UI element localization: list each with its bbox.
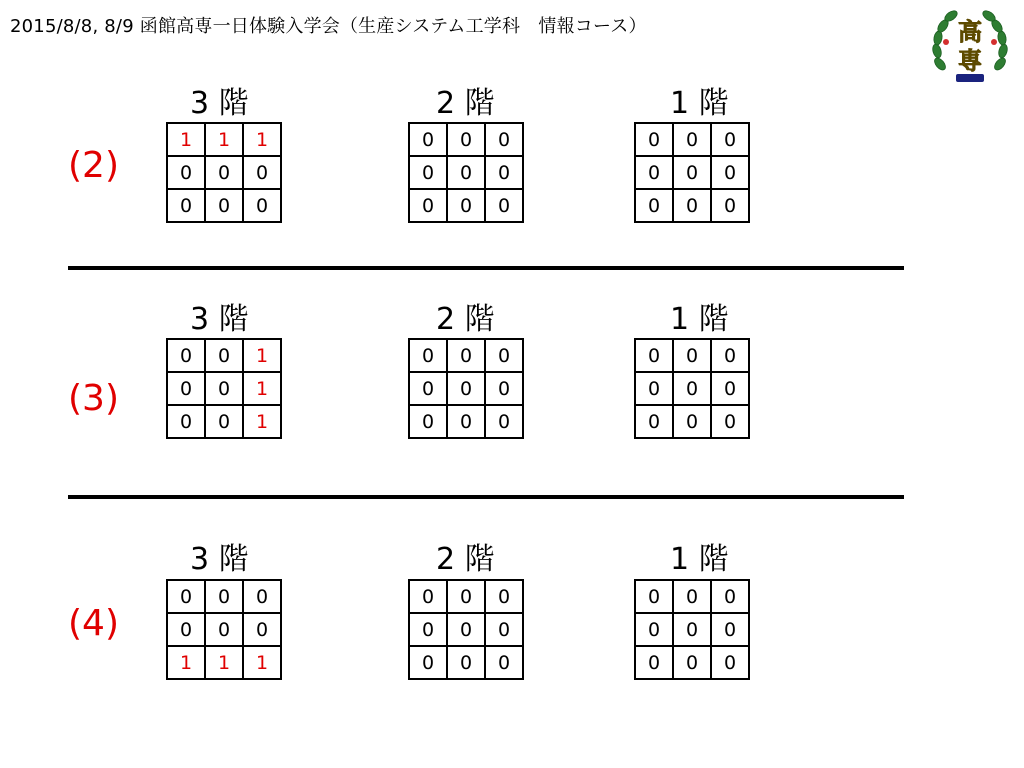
grid-row bbox=[409, 339, 523, 372]
grid-cell: 0 bbox=[485, 189, 523, 222]
floor-title-1: 1 階 bbox=[670, 302, 729, 337]
grid-row bbox=[635, 646, 749, 679]
grid-row bbox=[167, 339, 281, 372]
floor-1-grid bbox=[634, 579, 750, 680]
grid-cell: 0 bbox=[711, 405, 749, 438]
grid-row bbox=[409, 156, 523, 189]
grid-cell: 0 bbox=[205, 156, 243, 189]
grid-cell: 0 bbox=[205, 580, 243, 613]
grid-row bbox=[635, 339, 749, 372]
grid-cell: 0 bbox=[409, 372, 447, 405]
grid-cell: 0 bbox=[711, 580, 749, 613]
grid-cell: 0 bbox=[711, 339, 749, 372]
floor-3-grid bbox=[166, 579, 282, 680]
grid-cell: 1 bbox=[243, 339, 281, 372]
grid-cell: 0 bbox=[673, 646, 711, 679]
grid-row bbox=[409, 646, 523, 679]
grid-cell: 0 bbox=[447, 372, 485, 405]
floor-title-2: 2 階 bbox=[436, 542, 495, 577]
svg-text:専: 専 bbox=[958, 47, 982, 75]
grid-cell: 0 bbox=[635, 580, 673, 613]
grid-row bbox=[409, 613, 523, 646]
section-divider bbox=[68, 495, 904, 499]
grid-cell: 0 bbox=[635, 156, 673, 189]
grid-row bbox=[167, 372, 281, 405]
grid-cell: 0 bbox=[409, 156, 447, 189]
grid-cell: 0 bbox=[205, 405, 243, 438]
grid-cell: 0 bbox=[167, 339, 205, 372]
grid-cell: 0 bbox=[673, 372, 711, 405]
grid-row bbox=[167, 580, 281, 613]
floor-1-grid bbox=[634, 338, 750, 439]
grid-cell: 0 bbox=[673, 189, 711, 222]
floor-title-3: 3 階 bbox=[190, 302, 249, 337]
floor-title-3: 3 階 bbox=[190, 542, 249, 577]
grid-cell: 0 bbox=[447, 405, 485, 438]
floor-3-grid bbox=[166, 122, 282, 223]
grid-cell: 0 bbox=[409, 189, 447, 222]
grid-cell: 1 bbox=[167, 646, 205, 679]
grid-cell: 0 bbox=[243, 580, 281, 613]
grid-row bbox=[167, 123, 281, 156]
section-label: (3) bbox=[68, 378, 119, 419]
page-title: 2015/8/8, 8/9 函館高専一日体験入学会（生産システム工学科 情報コース） bbox=[10, 16, 647, 37]
grid-cell: 0 bbox=[409, 123, 447, 156]
grid-cell: 0 bbox=[167, 189, 205, 222]
grid-row bbox=[409, 405, 523, 438]
grid-row bbox=[635, 613, 749, 646]
grid-cell: 0 bbox=[711, 646, 749, 679]
grid-cell: 0 bbox=[485, 580, 523, 613]
grid-cell: 0 bbox=[447, 613, 485, 646]
grid-cell: 0 bbox=[711, 372, 749, 405]
grid-cell: 1 bbox=[243, 646, 281, 679]
grid-cell: 0 bbox=[711, 189, 749, 222]
grid-cell: 0 bbox=[205, 189, 243, 222]
grid-cell: 0 bbox=[447, 646, 485, 679]
floor-2-grid bbox=[408, 122, 524, 223]
grid-cell: 0 bbox=[409, 580, 447, 613]
grid-cell: 0 bbox=[673, 123, 711, 156]
grid-cell: 0 bbox=[167, 580, 205, 613]
grid-row bbox=[167, 405, 281, 438]
grid-cell: 0 bbox=[409, 405, 447, 438]
grid-cell: 1 bbox=[205, 646, 243, 679]
grid-cell: 0 bbox=[447, 189, 485, 222]
grid-cell: 0 bbox=[485, 405, 523, 438]
grid-cell: 0 bbox=[167, 156, 205, 189]
floor-2-grid bbox=[408, 338, 524, 439]
svg-text:高: 高 bbox=[958, 18, 982, 46]
school-emblem-logo bbox=[932, 6, 1008, 84]
grid-cell: 0 bbox=[635, 613, 673, 646]
section-divider bbox=[68, 266, 904, 270]
floor-title-2: 2 階 bbox=[436, 86, 495, 121]
grid-cell: 0 bbox=[485, 613, 523, 646]
grid-row bbox=[635, 372, 749, 405]
grid-cell: 0 bbox=[447, 123, 485, 156]
grid-cell: 0 bbox=[485, 123, 523, 156]
floor-title-2: 2 階 bbox=[436, 302, 495, 337]
grid-row bbox=[635, 580, 749, 613]
floor-3-grid bbox=[166, 338, 282, 439]
grid-cell: 0 bbox=[409, 646, 447, 679]
grid-cell: 0 bbox=[635, 339, 673, 372]
grid-cell: 0 bbox=[167, 613, 205, 646]
grid-cell: 0 bbox=[167, 405, 205, 438]
grid-cell: 0 bbox=[447, 156, 485, 189]
grid-cell: 0 bbox=[205, 372, 243, 405]
grid-cell: 0 bbox=[673, 580, 711, 613]
grid-row bbox=[635, 156, 749, 189]
grid-row bbox=[167, 189, 281, 222]
floor-1-grid bbox=[634, 122, 750, 223]
grid-row bbox=[635, 189, 749, 222]
grid-cell: 0 bbox=[167, 372, 205, 405]
grid-row bbox=[409, 372, 523, 405]
grid-row bbox=[167, 646, 281, 679]
grid-cell: 0 bbox=[409, 339, 447, 372]
floor-title-1: 1 階 bbox=[670, 542, 729, 577]
grid-row bbox=[409, 123, 523, 156]
grid-cell: 0 bbox=[447, 580, 485, 613]
grid-cell: 0 bbox=[243, 613, 281, 646]
grid-row bbox=[167, 156, 281, 189]
grid-cell: 0 bbox=[635, 405, 673, 438]
grid-cell: 1 bbox=[243, 123, 281, 156]
grid-cell: 0 bbox=[673, 156, 711, 189]
grid-cell: 1 bbox=[167, 123, 205, 156]
grid-cell: 0 bbox=[243, 156, 281, 189]
grid-cell: 0 bbox=[409, 613, 447, 646]
grid-cell: 0 bbox=[635, 189, 673, 222]
floor-title-1: 1 階 bbox=[670, 86, 729, 121]
grid-cell: 0 bbox=[635, 372, 673, 405]
grid-cell: 0 bbox=[711, 156, 749, 189]
grid-cell: 1 bbox=[243, 405, 281, 438]
grid-cell: 0 bbox=[485, 646, 523, 679]
grid-cell: 0 bbox=[673, 339, 711, 372]
grid-row bbox=[409, 189, 523, 222]
grid-cell: 0 bbox=[485, 372, 523, 405]
grid-cell: 0 bbox=[711, 613, 749, 646]
floor-title-3: 3 階 bbox=[190, 86, 249, 121]
grid-cell: 1 bbox=[243, 372, 281, 405]
grid-cell: 1 bbox=[205, 123, 243, 156]
floor-2-grid bbox=[408, 579, 524, 680]
grid-cell: 0 bbox=[635, 646, 673, 679]
grid-cell: 0 bbox=[673, 613, 711, 646]
grid-cell: 0 bbox=[485, 156, 523, 189]
grid-cell: 0 bbox=[205, 339, 243, 372]
grid-cell: 0 bbox=[711, 123, 749, 156]
grid-cell: 0 bbox=[485, 339, 523, 372]
grid-row bbox=[409, 580, 523, 613]
grid-row bbox=[635, 123, 749, 156]
grid-cell: 0 bbox=[243, 189, 281, 222]
grid-cell: 0 bbox=[635, 123, 673, 156]
grid-row bbox=[635, 405, 749, 438]
grid-row bbox=[167, 613, 281, 646]
grid-cell: 0 bbox=[673, 405, 711, 438]
section-label: (2) bbox=[68, 145, 119, 186]
grid-cell: 0 bbox=[205, 613, 243, 646]
grid-cell: 0 bbox=[447, 339, 485, 372]
section-label: (4) bbox=[68, 603, 119, 644]
